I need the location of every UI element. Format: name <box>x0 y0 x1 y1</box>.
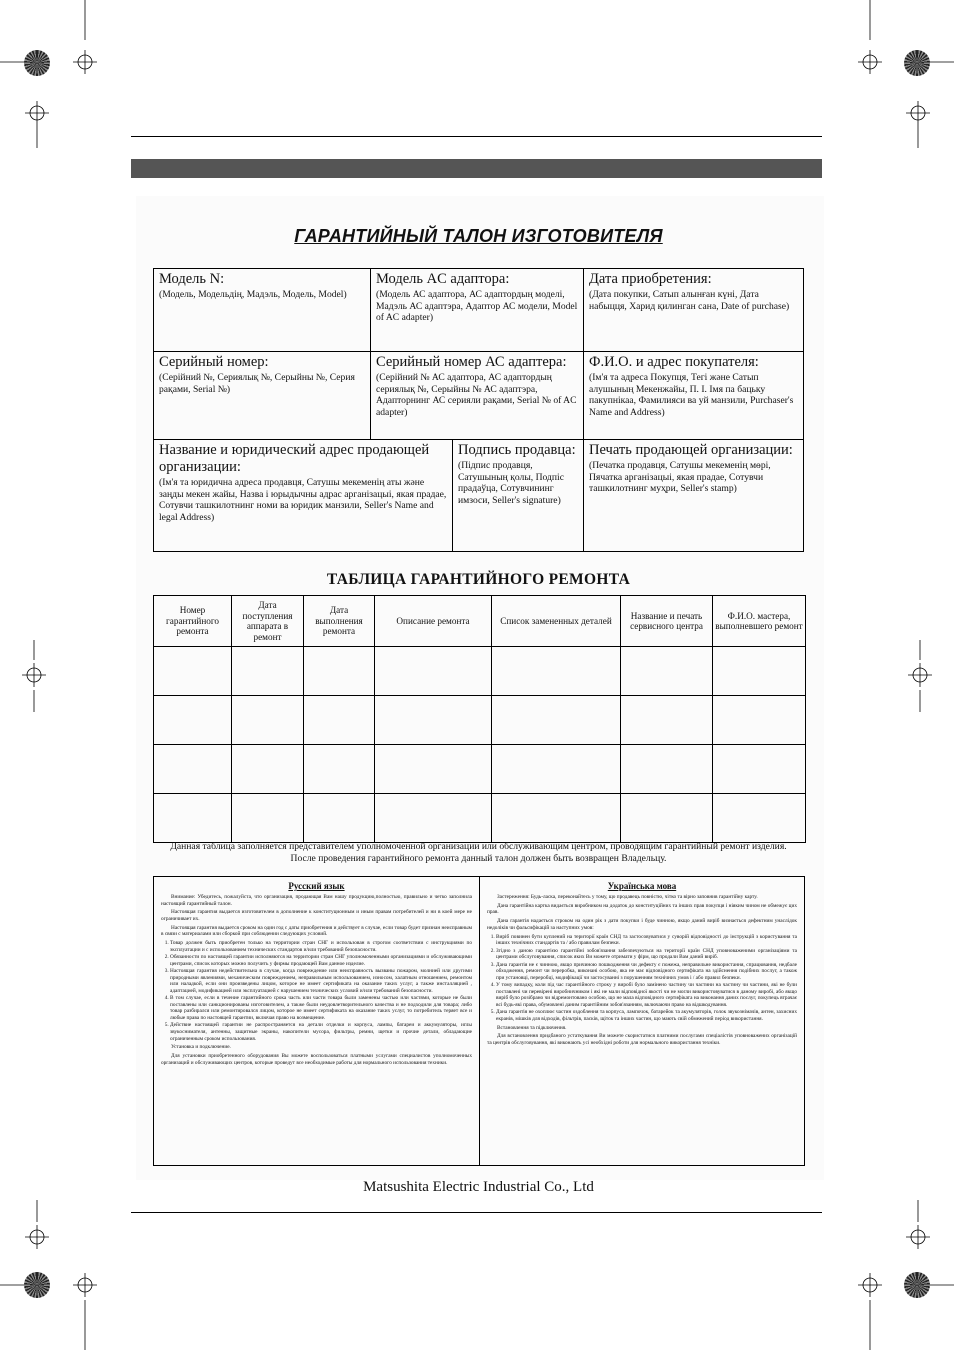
list-item: 5. Дана гарантія не охоплює частин оздоблення та корпуса, лампочок, батарейок та акумуляторів, голок звукознімачів, антен, захисних екранів, мішків для відходів, фільтрів, пасків, щіток та інших частин, що мають свій обмежений період використання. <box>496 1009 797 1022</box>
terms-paragraph: Для установки приобретенного оборудования Вы можете воспользоваться платными услугами специалистов уполномоченных организаций и обслуживающих центров, которые проведут все необходимые работы для нормального использования техники. <box>161 1053 472 1066</box>
table-row <box>154 794 806 843</box>
terms-list <box>161 940 472 1042</box>
table-cell[interactable] <box>154 794 232 843</box>
table-cell[interactable] <box>375 647 492 696</box>
table-cell[interactable] <box>713 696 806 745</box>
table-cell[interactable] <box>304 647 375 696</box>
buyer-sublabel: (Ім'я та адреса Покупця, Тегі және Сатып алушының Мекенжайы, П. І. Імя па бацьку пакупнікаа, Фамилияси ва уй манзили, Purchaser's Name and Address) <box>589 372 794 418</box>
list-item: 2. Згідно з даною гарантією гарантійні зобов'язання забезпечуються на території країн СНД уповноваженими організаціями та центрами обслуговування, список яких Ви можете отримати у фірм, що продали Вам даний виріб. <box>496 948 797 961</box>
stamp-label: Печать продающей организации: <box>589 442 793 458</box>
terms-box <box>153 876 805 1166</box>
registration-mark-icon <box>906 101 930 148</box>
registration-mark-icon <box>25 1200 49 1249</box>
list-item: 3. Дана гарантія не є чинною, якщо причиною пошкодження чи дефекту є пожежа, неправильне використання, спрацювання, недбале обходження, ремонт чи переробка, виконані особою, яка не має відповідного сертифіката на здійснення подібних послуг, а також при установці, переробці, модифікації чи застосуванні з порушенням технічних умов і / або правил безпеки. <box>496 962 797 982</box>
color-target-icon <box>904 1272 930 1298</box>
color-target-icon <box>904 50 930 76</box>
column-header: Дата поступления аппарата в ремонт <box>232 596 304 647</box>
table-cell[interactable] <box>304 794 375 843</box>
ac-serial-label: Серийный номер АС адаптера: <box>376 354 567 370</box>
column-header: Дата выполнения ремонта <box>304 596 375 647</box>
model-field[interactable] <box>154 269 370 351</box>
model-sublabel: (Модель, Модельдің, Мадэль, Модель, Model) <box>159 289 347 300</box>
column-header: Описание ремонта <box>375 596 492 647</box>
ac-serial-sublabel: (Серійний № АС адаптора, АС адаптордың сериялық №, Серыйны № АС адаптэра, Адапторнинг АС серияли рақами, Serial № of AC adapter) <box>376 372 577 418</box>
table-note-line: Данная таблица заполняется представителем уполномоченной организации или обслуживающим центром, проводящим гарантийный ремонт изделия. <box>170 841 787 852</box>
terms-heading: Українська мова <box>607 881 677 891</box>
org-sublabel: (Ім'я та юридична адреса продавця, Сатушы мекеменің аты және заңды мекен жайы, Назва і юрыдычны адрас арганізацыі, якая прадае, Сотувчи ташкилотнинг номи ва юридик манзили, Seller's Name and legal Address) <box>159 477 447 523</box>
table-cell[interactable] <box>492 696 621 745</box>
list-item: 5. Действие настоящей гарантии не распространяется на детали отделки и корпуса, лампы, батареи и аккумуляторы, иглы звукоснимателя, антенны, защитные экраны, накопители мусора, фильтры, ремни, щетки и прочие детали, обладающие ограниченным сроком использования. <box>170 1022 472 1042</box>
list-item: 4. У тому випадку, коли під час гарантійного строку у виробі було замінено частину чи частини на частину чи частини, які не були поставлені чи перевірені виробничником і які не мали відповідної якості чи не могли використовуватися в даному виробі, або якщо виріб було розібрано чи відремонтовано особою, що не мала відповідного сертифіката на виконання даних послуг, покупець втрачає всі будь-які права, обумовлені даним гарантійним зобов'язанням, включаючи право на відшкодування. <box>496 982 797 1008</box>
table-cell[interactable] <box>375 794 492 843</box>
terms-list <box>487 934 797 1023</box>
table-row <box>154 745 806 794</box>
model-label: Модель N: <box>159 271 225 287</box>
column-header: Список замененных деталей <box>492 596 621 647</box>
color-target-icon <box>24 50 50 76</box>
table-cell[interactable] <box>621 647 713 696</box>
repair-table <box>153 595 806 843</box>
purchase-date-field[interactable] <box>584 269 803 351</box>
terms-paragraph: Дана гарантійна картка видається виробником на додаток до конституційних та інших прав покупця і ніяким чином не обмежує цих прав. <box>487 902 797 916</box>
table-cell[interactable] <box>621 745 713 794</box>
terms-subheading: Установка и подключение. <box>171 1044 231 1051</box>
table-note <box>153 841 804 865</box>
purchase-date-label: Дата приобретения: <box>589 271 712 287</box>
list-item: 4. В том случае, если в течение гарантийного срока часть или части товара были заменены частью или частями, которые не были поставлены или санкционированы изготовителем, а также были неудовлетворительного качества и не подходили для товара; либо товар разбирался или ремонтировался лицом, которое не имеет сертификата на оказание таких услуг, то потребитель теряет все и любые права по настоящей гарантии, включая право на возмещение. <box>170 995 472 1021</box>
list-item: 3. Настоящая гарантия недействительна в случае, когда повреждение или неисправность вызваны пожаром, молнией или другими природными явлениями, механическим повреждением, неправильным использованием, износом, халатным отношением, ремонтом или наладкой, если они произведены лицом, которое не имеет сертификата на оказание таких услуг, а также инсталляцией , адаптацией, модификацией или эксплуатацией с нарушением технических условий и/или требований безопасности. <box>170 968 472 994</box>
purchase-date-sublabel: (Дата покупки, Сатып алынған күні, Дата набыцця, Харид қилинган сана, Date of purchase) <box>589 289 790 312</box>
table-cell[interactable] <box>492 647 621 696</box>
table-cell[interactable] <box>232 647 304 696</box>
list-item: 1. Товар должен быть приобретен только на территории стран СНГ и использован в строгом соответствии с инструкциями по эксплуатации и с использованием технических стандартов и/или требований безопасности. <box>170 940 472 953</box>
terms-paragraph: Для встановлення придбаного устаткування Ви можете скористатися платними послугами спеціалістів уповноважених організацій та центрів обслуговування, які виконають усі необхідні роботи для нормального використання техніки. <box>487 1033 797 1046</box>
table-cell[interactable] <box>232 696 304 745</box>
table-cell[interactable] <box>232 794 304 843</box>
buyer-label: Ф.И.О. и адрес покупателя: <box>589 354 759 370</box>
table-cell[interactable] <box>492 745 621 794</box>
ac-serial-field[interactable] <box>371 352 583 439</box>
column-header: Номер гарантийного ремонта <box>154 596 232 647</box>
table-cell[interactable] <box>154 745 232 794</box>
seller-sign-sublabel: (Підпис продавця, Сатушының қолы, Подпіс прадаўца, Сотувчининг имзоси, Seller's signature) <box>458 460 564 506</box>
table-row <box>154 647 806 696</box>
stamp-field[interactable] <box>584 440 803 551</box>
registration-mark-icon <box>906 1200 930 1249</box>
terms-column-ru <box>154 877 479 1165</box>
table-cell[interactable] <box>713 794 806 843</box>
ac-model-label: Модель AC адаптора: <box>376 271 510 287</box>
repair-table-title: ТАБЛИЦА ГАРАНТИЙНОГО РЕМОНТА <box>326 571 631 588</box>
serial-sublabel: (Серійний №, Сериялық №, Серыйны №, Серия рақами, Serial №) <box>159 372 355 395</box>
table-note-line: После проведения гарантийного ремонта данный талон должен быть возвращен Владельцу. <box>290 853 667 864</box>
table-cell[interactable] <box>154 647 232 696</box>
table-cell[interactable] <box>621 794 713 843</box>
table-cell[interactable] <box>304 745 375 794</box>
seller-sign-field[interactable] <box>453 440 583 551</box>
ac-model-sublabel: (Модель АС адаптора, АС адаптордың моделі, Мадэль АС адаптэра, Адаптор АС модели, Model of AC adapter) <box>376 289 578 323</box>
page-title: ГАРАНТИЙНЫЙ ТАЛОН ИЗГОТОВИТЕЛЯ <box>294 226 663 246</box>
list-item: 1. Виріб повинен бути куплений на території країн СНД та застосовуватися у суворій відповідності до інструкцій з користування та інших технічних стандартів та / або правилам безпеки. <box>496 934 797 947</box>
stamp-sublabel: (Печатка продавця, Сатушы мекеменің мөрі, Пячатка арганізацыі, якая прадае, Сотувчи ташкилотнинг муҳри, Seller's stamp) <box>589 460 771 494</box>
table-cell[interactable] <box>713 647 806 696</box>
table-cell[interactable] <box>154 696 232 745</box>
table-cell[interactable] <box>375 745 492 794</box>
column-header: Название и печать сервисного центра <box>621 596 713 647</box>
table-cell[interactable] <box>621 696 713 745</box>
terms-paragraph: Внимание: Убедитесь, пожалуйста, что организация, продающая Вам нашу продукцию,полностью, правильно и четко заполнила настоящий гарантийный талон. <box>161 894 472 907</box>
org-label: Название и юридический адрес продающей организации: <box>159 442 430 475</box>
warranty-info-grid <box>153 268 804 552</box>
table-cell[interactable] <box>304 696 375 745</box>
table-cell[interactable] <box>375 696 492 745</box>
color-target-icon <box>24 1272 50 1298</box>
repair-table-header <box>154 596 806 647</box>
company-name: Matsushita Electric Industrial Co., Ltd <box>363 1179 594 1195</box>
registration-mark-icon <box>25 101 49 148</box>
table-row <box>154 696 806 745</box>
terms-paragraph: Застереження: Будь-ласка, переконайтесь у тому, що продавець повністю, чітко та вірно заповнив гарантійну карту. <box>497 894 758 900</box>
terms-column-ua <box>480 877 804 1165</box>
table-cell[interactable] <box>232 745 304 794</box>
table-cell[interactable] <box>713 745 806 794</box>
terms-subheading: Встановлення та підключення. <box>497 1024 567 1031</box>
column-header: Ф.И.О. мастера, выполневшего ремонт <box>713 596 806 647</box>
serial-label: Серийный номер: <box>159 354 269 370</box>
buyer-field[interactable] <box>584 352 803 439</box>
list-item: 2. Обязанности по настоящей гарантии исполняются на территории стран СНГ уполномоченными организациями и обслуживающими центрами, список которых можно получить у фирмы продающей Вам данное изделие. <box>170 954 472 967</box>
terms-paragraph: Настоящая гарантия выдается изготовителем в дополнение к конституционным и иным правам потребителей и ни в коей мере не ограничивает их. <box>161 909 472 922</box>
terms-heading: Русский язык <box>288 881 345 891</box>
terms-paragraph: Настоящая гарантия выдается сроком на один год с даты приобретения и действует в случае, если товар будет признан неисправным в связи с материалами или сборкой при соблюдении следующих условий. <box>161 924 472 938</box>
org-field[interactable] <box>154 440 452 551</box>
terms-paragraph: Дана гарантія надається строком на один рік з дати покупки і буде чинною, якщо даний виріб визнається дефектним унаслідок недоліків чи фальсифікацій за наступних умов: <box>487 918 797 931</box>
serial-field[interactable] <box>154 352 370 439</box>
seller-sign-label: Подпись продавца: <box>458 442 576 458</box>
registration-mark-icon <box>22 640 46 712</box>
ac-model-field[interactable] <box>371 269 583 351</box>
table-cell[interactable] <box>492 794 621 843</box>
registration-mark-icon <box>908 640 932 712</box>
